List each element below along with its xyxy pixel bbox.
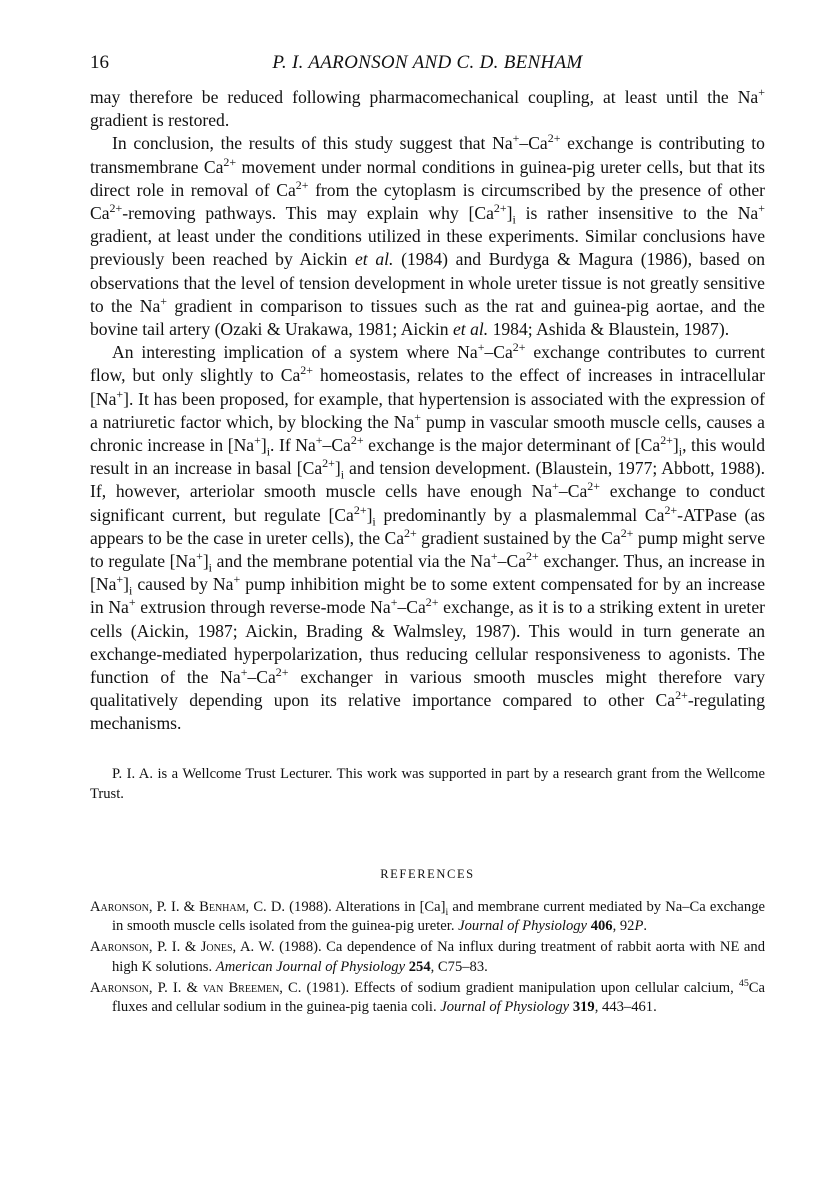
body-text [90,86,765,736]
acknowledgement: P. I. A. is a Wellcome Trust Lecturer. This work was supported in part by a research grant from the Wellcome Trust. [90,765,765,803]
reference-item: Aaronson, P. I. & van Breemen, C. (1981). Effects of sodium gradient manipulation upon cellular calcium, $^{45}$Ca fluxes and cellular sodium in the guinea-pig taenia coli. Journal of Physiology 319, 443–461. [90,978,765,1016]
reference-item: Aaronson, P. I. & Jones, A. W. (1988). Ca dependence of Na influx during treatment of rabbit aorta with NE and high K solutions. American Journal of Physiology 254, C75–83. [90,939,765,975]
journal-page [90,52,765,1019]
paragraph-conclusion: In conclusion, the results of this study suggest that $Na^+-Ca^{2+}$ exchange is contributing to transmembrane $Ca^{2+}$ movement under normal conditions in guinea-pig ureter cells, but that its direct role in removal of $Ca^{2+}$ from the cytoplasm is circumscribed by the presence of other $Ca^{2+}$-removing pathways. This may explain why $[Ca^{2+}]_i$ is rather insensitive to the Na+ gradient, at least under the conditions utilized in these experiments. Similar conclusions have previously been reached by Aickin et al. (1984) and Burdyga & Magura (1986), based on observations that the level of tension development in whole ureter tissue is not greatly sensitive to the Na+ gradient in comparison to tissues such as the rat and guinea-pig aortae, and the bovine tail artery (Ozaki & Urakawa, 1981; Aickin et al. 1984; Ashida & Blaustein, 1987). [90,131,765,340]
page-header [90,52,765,86]
references-heading: REFERENCES [380,866,475,881]
references-list [90,898,765,1018]
paragraph-implication: An interesting implication of a system where $Na^+-Ca^{2+}$ exchange contributes to current flow, but only slightly to $Ca^{2+}$ homeostasis, relates to the effect of increases in intracellular [Na+]. It has been proposed, for example, that hypertension is associated with the expression of a natriuretic factor which, by blocking the Na+ pump in vascular smooth muscle cells, causes a chronic increase in $[Na^+]_i$. If $Na^+-Ca^{2+}$ exchange is the major determinant of $[Ca^{2+}]_i$, this would result in an increase in basal $[Ca^{2+}]_i$ and tension development. (Blaustein, 1977; Abbott, 1988). If, however, arteriolar smooth muscle cells have enough $Na^+-Ca^{2+}$ exchange to conduct significant current, but regulate $[Ca^{2+}]_i$ predominantly by a plasmalemmal $Ca^{2+}$-ATPase (as appears to be the case in ureter cells), the $Ca^{2+}$ gradient sustained by the $Ca^{2+}$ pump might serve to regulate $[Na^+]_i$ and the membrane potential via the $Na^+-Ca^{2+}$ exchanger. Thus, an increase in $[Na^+]_i$ caused by Na+ pump inhibition might be to some extent compensated for by an increase in Na+ extrusion through reverse-mode $Na^+-Ca^{2+}$ exchange, as it is to a striking extent in ureter cells (Aickin, 1987; Aickin, Brading & Walmsley, 1987). This would in turn generate an exchange-mediated hyperpolarization, thus reducing cellular responsiveness to agonists. The function of the $Na^+-Ca^{2+}$ exchanger in various smooth muscles might therefore vary qualitatively depending upon its relative importance compared to other $Ca^{2+}$-regulating mechanisms. [90,340,766,734]
running-title: P. I. AARONSON AND C. D. BENHAM [272,52,583,73]
page-number: 16 [90,52,109,73]
paragraph-continuation: may therefore be reduced following pharmacomechanical coupling, at least until the Na+ gradient is restored. [90,85,765,131]
reference-item: Aaronson, P. I. & Benham, C. D. (1988). Alterations in $[Ca]_i$ and membrane current mediated by Na–Ca exchange in smooth muscle cells isolated from the guinea-pig ureter. Journal of Physiology 406, 92P. [90,898,765,934]
